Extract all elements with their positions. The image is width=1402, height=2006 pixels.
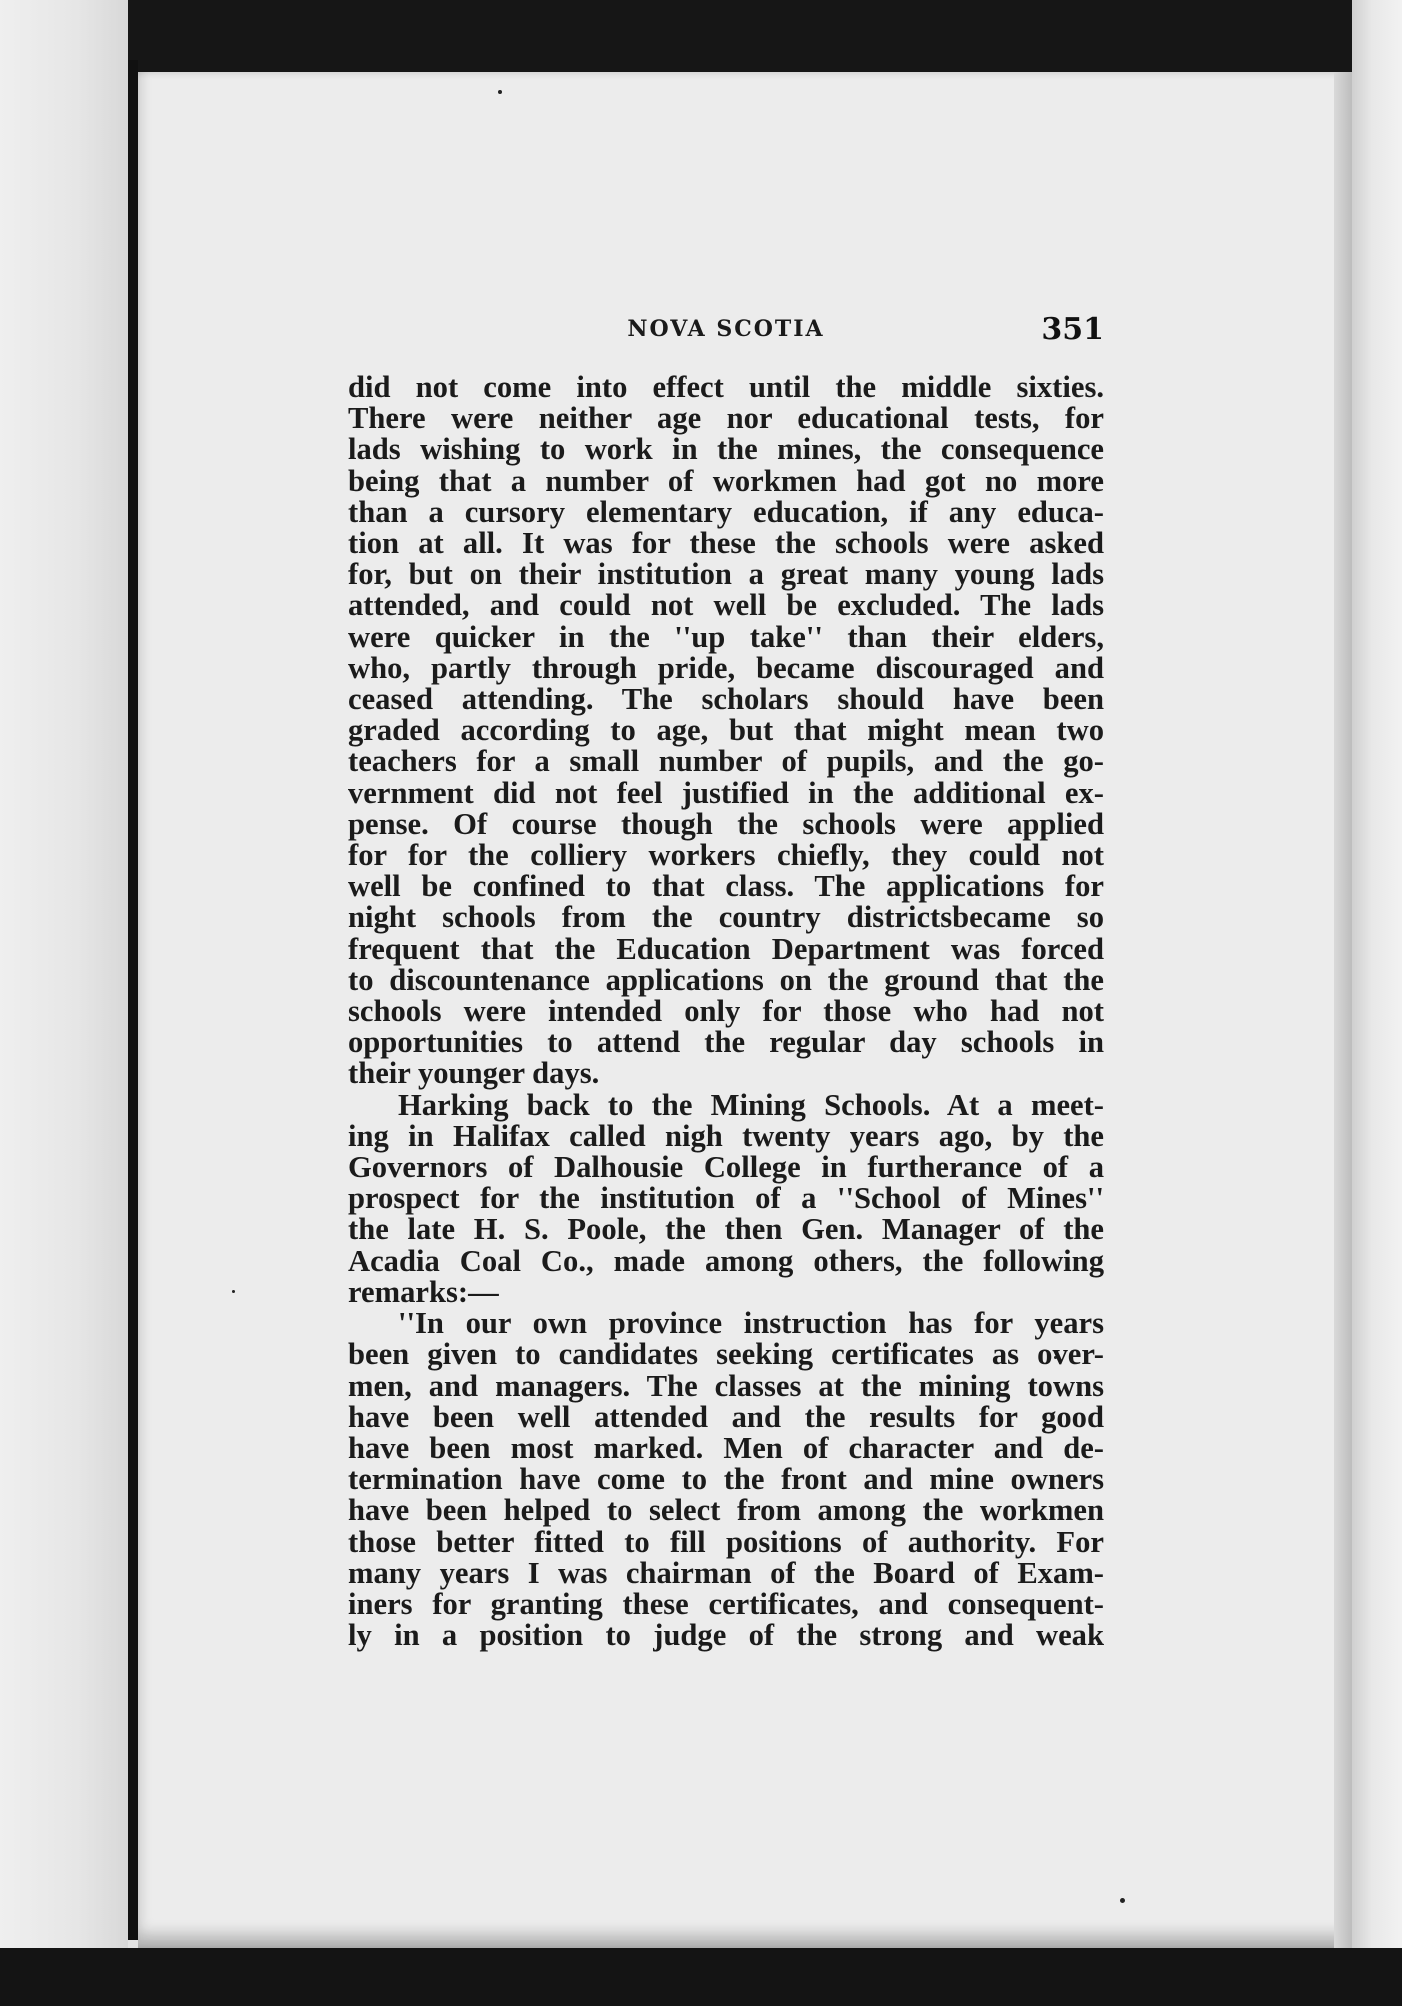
text-line: for, but on their institution a great many young lads [348,557,1104,592]
text-line: ''In our own province instruction has for years [398,1306,1104,1341]
text-line: ing in Halifax called nigh twenty years ago, by the [348,1118,1104,1153]
text-line: have been most marked. Men of character and de- [348,1430,1104,1465]
text-line: have been well attended and the results for good [348,1399,1104,1434]
text-line: Governors of Dalhousie College in furtherance of a [348,1150,1104,1185]
speck [498,90,502,94]
text-line: ceased attending. The scholars should have been [348,682,1104,717]
text-line: iners for granting these certificates, and consequent- [348,1586,1104,1621]
text-line: been given to candidates seeking certificates as over- [348,1337,1104,1372]
text-line: well be confined to that class. The applications for [348,869,1104,904]
text-line: attended, and could not well be excluded. The lads [348,588,1104,623]
text-line: were quicker in the ''up take'' than their elders, [348,619,1104,654]
text-line: many years I was chairman of the Board of Exam- [348,1555,1104,1590]
running-head: NOVA SCOTIA [627,316,825,342]
text-line: schools were intended only for those who had not [348,994,1104,1029]
speck [1120,1898,1125,1903]
text-line: pense. Of course though the schools were applied [348,806,1104,841]
scan-border-top [128,0,1402,72]
text-line: teachers for a small number of pupils, and the go- [348,744,1104,779]
text-line: for for the colliery workers chiefly, they could not [348,838,1104,873]
text-line: termination have come to the front and mine owners [348,1462,1104,1497]
text-line: their younger days. [348,1056,600,1091]
text-line: night schools from the country districtsbecame so [348,900,1104,935]
facing-page-edge [0,0,128,2006]
text-line: Acadia Coal Co., made among others, the following [348,1243,1104,1278]
body-text [348,372,1104,1651]
text-line: opportunities to attend the regular day schools in [348,1025,1104,1060]
text-line: graded according to age, but that might mean two [348,713,1104,748]
text-line: than a cursory elementary education, if any educa- [348,494,1104,529]
text-line: ly in a position to judge of the strong and weak [348,1618,1104,1653]
page-fore-edge [1334,72,1352,1948]
text-line: those better fitted to fill positions of authority. For [348,1524,1104,1559]
scan-border-bottom [0,1948,1402,2006]
text-line: to discountenance applications on the ground that the [348,962,1104,997]
text-line: remarks:— [348,1274,499,1309]
text-line: lads wishing to work in the mines, the consequence [348,432,1104,467]
text-line: vernment did not feel justified in the additional ex- [348,775,1104,810]
page-header [348,312,1104,356]
book-gutter [128,60,138,1940]
page-number: 351 [1041,312,1104,347]
speck [232,1290,235,1293]
text-line: Harking back to the Mining Schools. At a meet- [398,1087,1104,1122]
text-line: who, partly through pride, became discouraged and [348,650,1104,685]
text-line: did not come into effect until the middle sixties. [348,370,1104,404]
scan-border-right [1352,0,1402,2006]
text-line: tion at all. It was for these the schools were asked [348,526,1104,561]
text-line: the late H. S. Poole, the then Gen. Manager of the [348,1212,1104,1247]
text-line: men, and managers. The classes at the mining towns [348,1368,1104,1403]
text-line: being that a number of workmen had got no more [348,463,1104,498]
text-line: have been helped to select from among the workmen [348,1493,1104,1528]
text-line: frequent that the Education Department was forced [348,931,1104,966]
text-line: There were neither age nor educational tests, for [348,401,1104,436]
text-line: prospect for the institution of a ''School of Mines'' [348,1181,1104,1216]
